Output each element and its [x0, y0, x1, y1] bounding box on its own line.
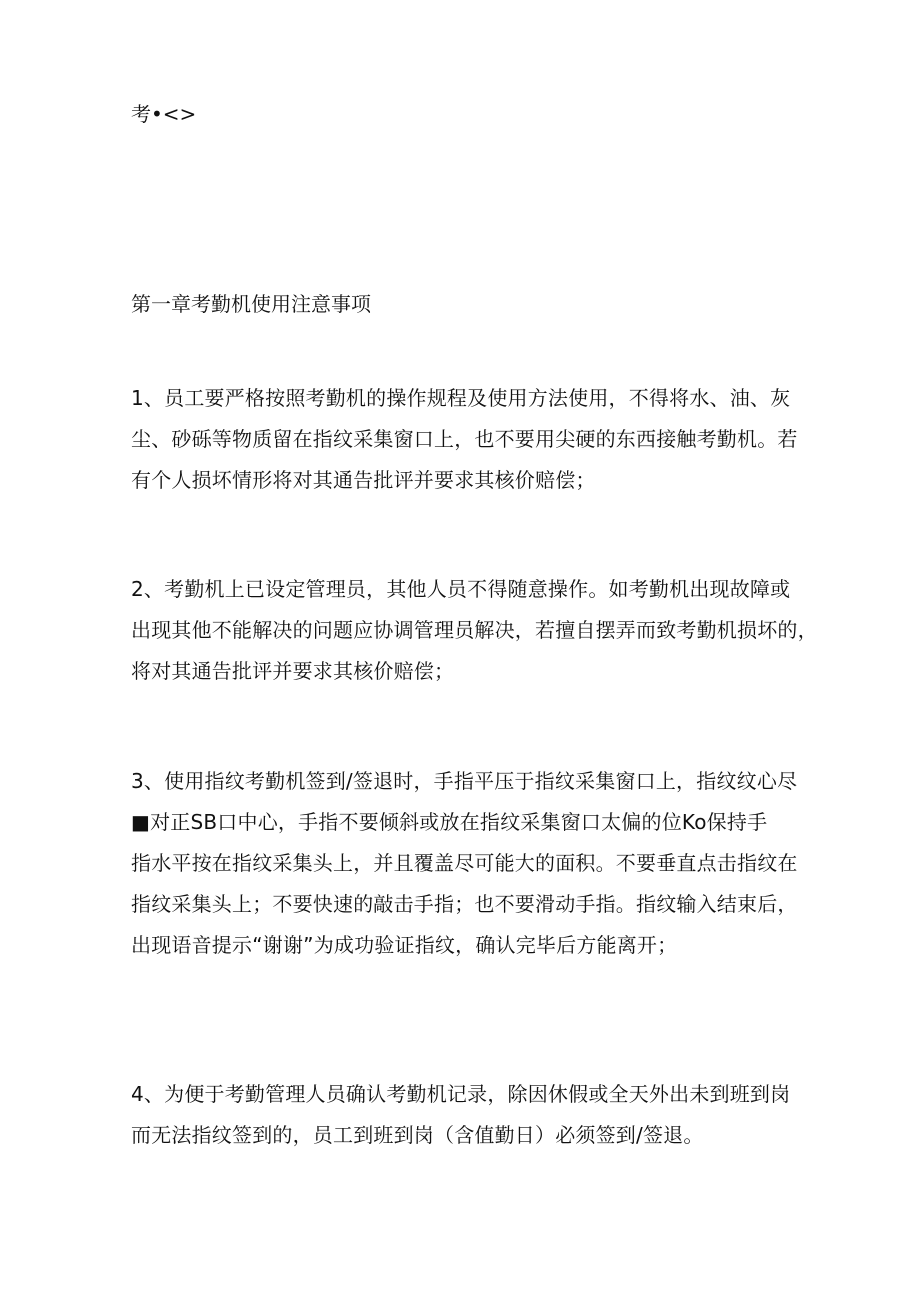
paragraph-line: ■对正SB口中心，手指不要倾斜或放在指纹采集窗口太偏的位Ko保持手 [131, 810, 768, 834]
paragraph-line: 1、员工要严格按照考勤机的操作规程及使用方法使用，不得将水、油、灰 [131, 386, 791, 410]
paragraph-line: 出现语音提示“谢谢”为成功验证指纹，确认完毕后方能离开； [131, 933, 678, 957]
paragraph-line: 指水平按在指纹采集头上，并且覆盖尽可能大的面积。不要垂直点击指纹在 [131, 851, 798, 875]
paragraph-line: 将对其通告批评并要求其核价赔偿； [131, 659, 455, 683]
paragraph-1 [131, 378, 801, 501]
page-header: 考•<> [131, 102, 197, 126]
paragraph-3 [131, 761, 801, 966]
paragraph-2 [131, 569, 818, 692]
paragraph-line: 有个人损坏情形将对其通告批评并要求其核价赔偿； [131, 468, 596, 492]
paragraph-line: 4、为便于考勤管理人员确认考勤机记录，除因休假或全天外出未到班到岗 [131, 1082, 791, 1106]
paragraph-4 [131, 1074, 801, 1156]
paragraph-line: 而无法指纹签到的，员工到班到岗（含值勤日）必须签到/签退。 [131, 1123, 704, 1147]
paragraph-line: 2、考勤机上已设定管理员，其他人员不得随意操作。如考勤机出现故障或 [131, 577, 791, 601]
paragraph-line: 指纹采集头上；不要快速的敲击手指；也不要滑动手指。指纹输入结束后， [131, 892, 798, 916]
paragraph-line: 出现其他不能解决的问题应协调管理员解决，若擅自摆弄而致考勤机损坏的， [131, 618, 818, 642]
paragraph-line: 3、使用指纹考勤机签到/签退时，手指平压于指纹采集窗口上，指纹纹心尽 [131, 769, 798, 793]
chapter-title: 第一章考勤机使用注意事项 [131, 292, 371, 316]
paragraph-line: 尘、砂砾等物质留在指纹采集窗口上，也不要用尖硬的东西接触考勤机。若 [131, 427, 798, 451]
